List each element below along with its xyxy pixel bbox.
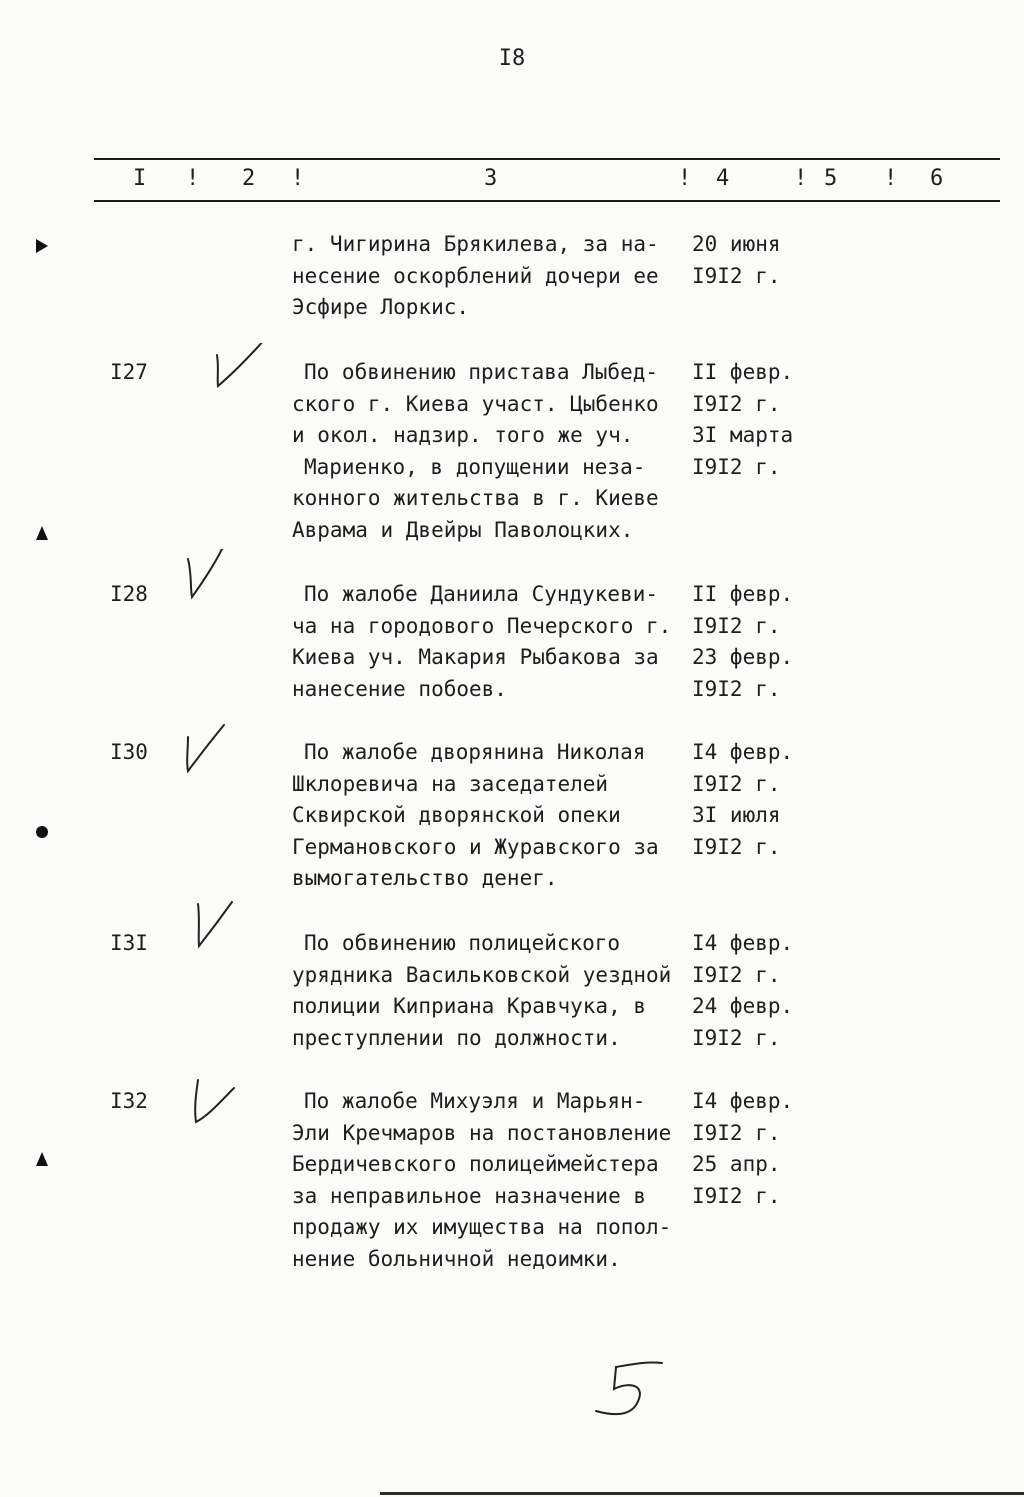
date-line: 24 февр. (692, 994, 794, 1018)
handwritten-checkmark-icon (178, 549, 248, 609)
description-line: нение больничной недоимки. (292, 1246, 621, 1271)
description-line: Аврама и Двейры Паволоцких. (292, 517, 634, 542)
date-line: I9I2 г. (692, 391, 781, 416)
description-line: вымогательство денег. (292, 866, 558, 890)
date-line: I9I2 г. (692, 771, 781, 796)
description-line: г. Чигирина Брякилева, за на- (292, 232, 659, 256)
binding-hole-icon (32, 822, 52, 842)
description-line: конного жительства в г. Киеве (292, 486, 659, 510)
date-line: II февр. (692, 582, 794, 606)
header-separator: ! (678, 166, 692, 191)
case-number: I30 (110, 740, 148, 764)
header-col-3: 3 (484, 166, 498, 191)
description-line: преступлении по должности. (292, 1025, 621, 1050)
case-dates (692, 579, 832, 705)
case-dates (692, 737, 832, 863)
description-line: полиции Киприана Кравчука, в (292, 994, 647, 1018)
date-line: I9I2 г. (692, 962, 781, 987)
date-line: 3I июля (692, 803, 781, 827)
case-description (292, 737, 692, 895)
description-line: По жалобе дворянина Николая (304, 740, 646, 764)
date-line: I9I2 г. (692, 454, 781, 479)
table-header-bottom-rule (94, 200, 1000, 202)
handwritten-checkmark-icon (176, 723, 246, 783)
header-col-1: I (133, 166, 147, 191)
date-line: 23 февр. (692, 645, 794, 669)
table-header-top-rule (94, 158, 1000, 160)
header-separator: ! (884, 166, 898, 191)
case-number: I28 (110, 582, 148, 606)
date-line: I9I2 г. (692, 1183, 781, 1208)
description-line: урядника Васильковской уездной (292, 962, 672, 987)
header-col-5: 5 (824, 166, 838, 191)
binding-hole-icon (32, 1150, 52, 1170)
header-separator: ! (291, 166, 305, 191)
description-line: Мариенко, в допущении неза- (304, 454, 646, 479)
case-description (292, 1086, 692, 1275)
case-dates (692, 357, 832, 483)
case-description (292, 928, 692, 1054)
description-line: Эсфире Лоркис. (292, 295, 470, 319)
page-number: I8 (498, 46, 526, 71)
description-line: ского г. Киева участ. Цыбенко (292, 391, 659, 416)
description-line: нанесение побоев. (292, 676, 507, 701)
date-line: I9I2 г. (692, 676, 781, 701)
description-line: несение оскорблений дочери ее (292, 263, 659, 288)
description-line: и окол. надзир. того же уч. (292, 423, 634, 447)
case-description (292, 357, 692, 546)
description-line: за неправильное назначение в (292, 1183, 647, 1208)
header-col-6: 6 (930, 166, 944, 191)
description-line: Бердичевского полицеймейстера (292, 1152, 659, 1176)
description-line: продажу их имущества на попол- (292, 1215, 672, 1239)
description-line: Сквирской дворянской опеки (292, 803, 621, 827)
case-number: I3I (110, 931, 148, 955)
case-dates (692, 928, 832, 1054)
description-line: По обвинению полицейского (304, 931, 621, 955)
case-number: I27 (110, 360, 148, 384)
description-line: Эли Кречмаров на постановление (292, 1120, 672, 1145)
case-dates (692, 1086, 832, 1212)
description-line: По жалобе Михуэля и Марьян- (304, 1089, 646, 1113)
description-line: По обвинению пристава Лыбед- (304, 360, 659, 384)
date-line: I9I2 г. (692, 263, 781, 288)
date-line: I9I2 г. (692, 1025, 781, 1050)
date-line: I9I2 г. (692, 834, 781, 859)
date-line: I9I2 г. (692, 1120, 781, 1145)
header-separator: ! (186, 166, 200, 191)
handwritten-checkmark-icon (184, 1072, 254, 1132)
date-line: I9I2 г. (692, 613, 781, 638)
date-line: 20 июня (692, 232, 781, 256)
binding-hole-icon (32, 524, 52, 544)
binding-hole-icon (32, 236, 52, 256)
description-line: Германовского и Журавского за (292, 834, 659, 859)
date-line: I4 февр. (692, 740, 794, 764)
date-line: I4 февр. (692, 1089, 794, 1113)
handwritten-number-icon (590, 1355, 680, 1425)
description-line: По жалобе Даниила Сундукеви- (304, 582, 659, 606)
date-line: 3I марта (692, 423, 794, 447)
header-col-2: 2 (242, 166, 256, 191)
case-number: I32 (110, 1089, 148, 1113)
description-line: ча на городового Печерского г. (292, 613, 672, 638)
date-line: 25 апр. (692, 1152, 781, 1176)
case-description (292, 579, 692, 705)
case-description (292, 229, 692, 324)
date-line: II февр. (692, 360, 794, 384)
handwritten-checkmark-icon (205, 343, 275, 403)
description-line: Киева уч. Макария Рыбакова за (292, 645, 659, 669)
date-line: I4 февр. (692, 931, 794, 955)
header-col-4: 4 (716, 166, 730, 191)
page-bottom-edge (380, 1492, 1024, 1495)
header-separator: ! (794, 166, 808, 191)
handwritten-checkmark-icon (186, 896, 256, 956)
description-line: Шклоревича на заседателей (292, 771, 609, 796)
case-dates (692, 229, 832, 292)
